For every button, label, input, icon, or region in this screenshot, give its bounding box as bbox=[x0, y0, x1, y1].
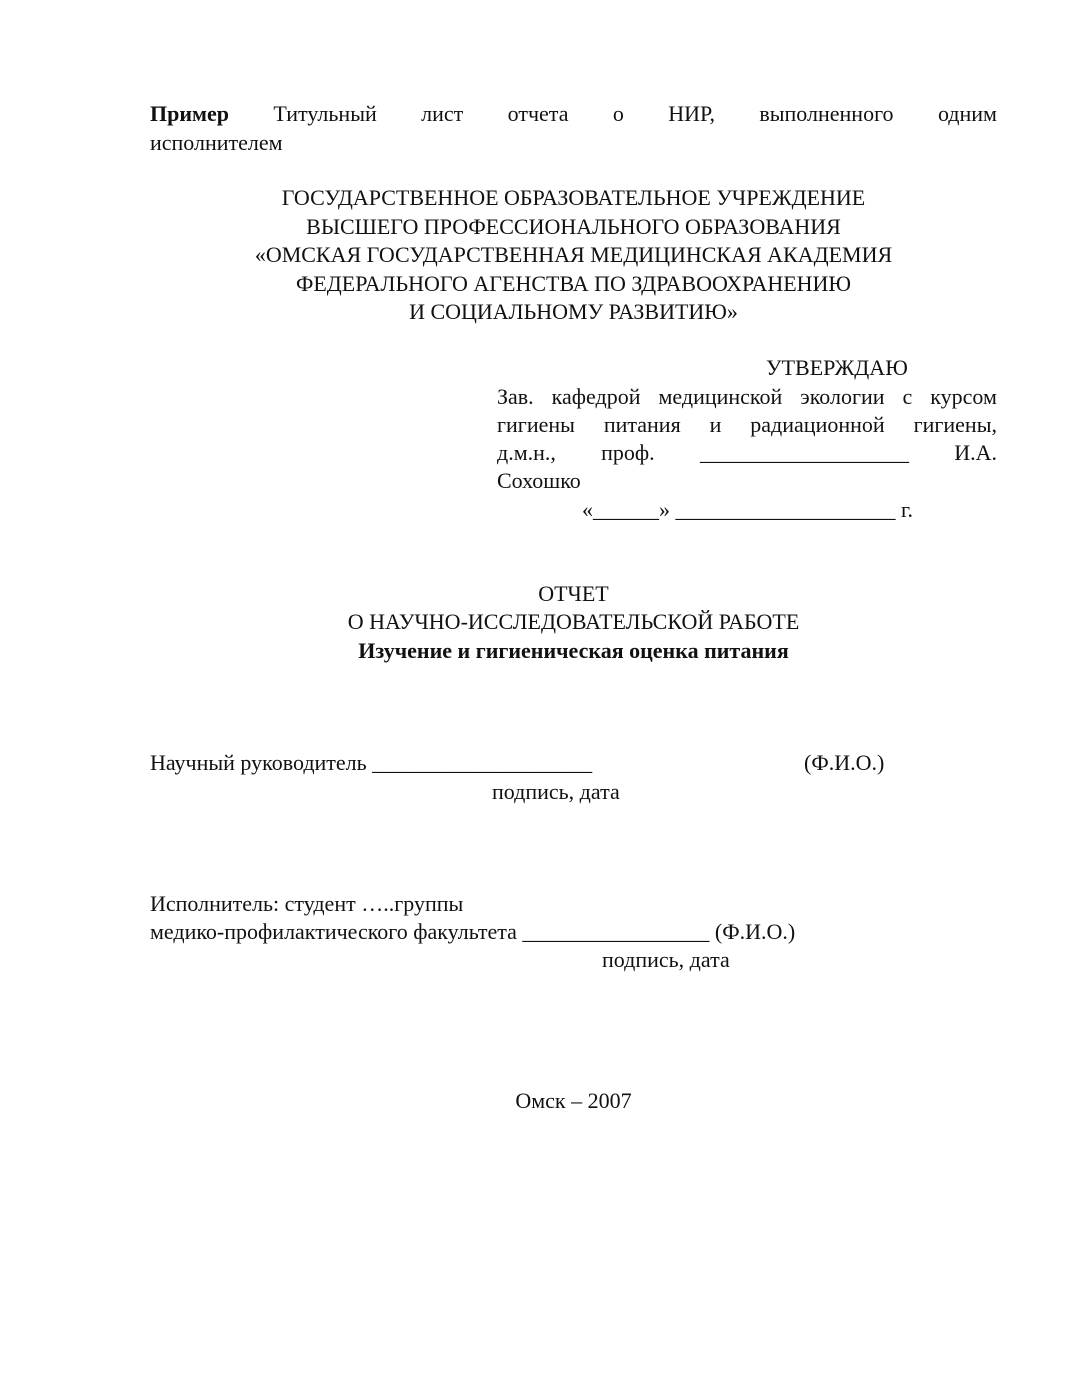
approval-initials: И.А. bbox=[954, 440, 997, 465]
intro-example-label: Пример bbox=[150, 101, 230, 126]
executor-caption: подпись, дата bbox=[602, 947, 730, 972]
approval-word: радиационной bbox=[750, 412, 885, 437]
institution-line: ФЕДЕРАЛЬНОГО АГЕНСТВА ПО ЗДРАВООХРАНЕНИЮ bbox=[295, 270, 852, 296]
intro-line-1 bbox=[150, 100, 997, 128]
institution-line: ГОСУДАРСТВЕННОЕ ОБРАЗОВАТЕЛЬНОЕ УЧРЕЖДЕНИЕ bbox=[281, 185, 866, 210]
institution-header bbox=[150, 184, 997, 327]
executor-line-1: Исполнитель: студент …..группы bbox=[150, 891, 464, 916]
intro-word: одним bbox=[937, 101, 997, 126]
approval-date-line: «______» ____________________ г. bbox=[582, 497, 914, 522]
supervisor-fio: (Ф.И.О.) bbox=[804, 750, 885, 775]
executor-line-2: медико-профилактического факультета _________________ (Ф.И.О.) bbox=[150, 919, 796, 944]
approval-title: УТВЕРЖДАЮ bbox=[766, 355, 908, 380]
report-title: ОТЧЕТ bbox=[538, 581, 609, 606]
approval-word: медицинской bbox=[658, 384, 783, 409]
approval-word: Зав. bbox=[497, 384, 534, 409]
intro-line-2: исполнителем bbox=[150, 130, 283, 155]
institution-line: И СОЦИАЛЬНОМУ РАЗВИТИЮ» bbox=[409, 299, 738, 324]
supervisor-signature-line: Научный руководитель ____________________ bbox=[150, 750, 593, 775]
approval-word: гигиены bbox=[497, 412, 575, 437]
approval-word: и bbox=[709, 412, 722, 437]
approval-signature-line bbox=[497, 439, 997, 467]
institution-line: ВЫСШЕГО ПРОФЕССИОНАЛЬНОГО ОБРАЗОВАНИЯ bbox=[306, 213, 841, 239]
approval-word: кафедрой bbox=[551, 384, 641, 409]
report-subtitle: О НАУЧНО-ИССЛЕДОВАТЕЛЬСКОЙ РАБОТЕ bbox=[347, 609, 800, 634]
institution-line: «ОМСКАЯ ГОСУДАРСТВЕННАЯ МЕДИЦИНСКАЯ АКАДЕМИЯ bbox=[254, 242, 893, 267]
intro-word: лист bbox=[421, 101, 464, 126]
approval-title-prof: проф. bbox=[601, 440, 655, 465]
approval-degree: д.м.н., bbox=[497, 440, 556, 465]
intro-word: отчета bbox=[507, 101, 569, 126]
intro-word: Титульный bbox=[273, 101, 377, 126]
footer-city-year: Омск – 2007 bbox=[515, 1088, 632, 1113]
intro-word: выполненного bbox=[759, 101, 894, 126]
approval-word: гигиены, bbox=[913, 412, 997, 437]
approval-line-2 bbox=[497, 411, 997, 439]
intro-word: о bbox=[612, 101, 624, 126]
intro-word: НИР, bbox=[668, 101, 715, 126]
approval-surname: Сохошко bbox=[497, 468, 581, 493]
approval-line-1 bbox=[497, 383, 997, 411]
approval-word: с bbox=[902, 384, 913, 409]
approval-word: питания bbox=[603, 412, 681, 437]
supervisor-caption: подпись, дата bbox=[492, 779, 620, 804]
report-topic: Изучение и гигиеническая оценка питания bbox=[358, 638, 789, 663]
approval-word: экологии bbox=[800, 384, 885, 409]
approval-signature-blank: ___________________ bbox=[699, 440, 909, 465]
approval-word: курсом bbox=[930, 384, 997, 409]
